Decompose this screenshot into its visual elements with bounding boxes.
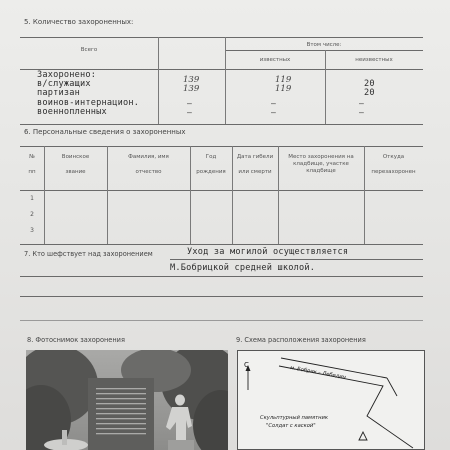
section6-title: 6. Персональные сведения о захороненных [24,128,186,136]
total-partisans: 139 [183,84,200,94]
section8-title: 8. Фотоснимок захоронения [27,336,125,344]
known-prisoners: – [271,108,276,117]
memorial-photo [26,350,228,450]
col-rank-header: Воинское звание [61,154,90,175]
monument-label-1: Скульптурный памятник [260,415,329,421]
table6-bottom-rule [20,244,423,245]
row-label-internationalists: воинов-интернацион. [37,98,140,108]
table6-top-rule [20,146,423,147]
monument-label-2: "Солдат с каской" [266,423,316,429]
row-number-2: 2 [30,211,34,218]
col-including-header: Втом числе: [306,42,342,48]
section7-rule-2 [20,276,423,277]
section5-title: 5. Количество захороненных: [24,18,134,26]
north-label: С [244,361,249,369]
col-name-header: Фамилия, имя отчество [128,154,169,175]
col-birth-year-header: Год рождения [196,154,226,175]
row-label-partisans: партизан [37,88,80,98]
total-prisoners: – [187,108,192,117]
section7-rule-3 [20,296,423,297]
unknown-internationalists: – [359,99,364,108]
row-label-buried: Захоронено: [37,70,97,80]
location-scheme-map [237,350,425,450]
table5-subheader-rule [225,50,423,51]
guardianship-line-1: Уход за могилой осуществляется [187,247,349,257]
col-reburied-from-header: Откуда перезахоронен [371,154,416,175]
row-label-prisoners: военнопленных [37,107,107,117]
row-label-servicemen: в/служащих [37,79,91,89]
row-number-1: 1 [30,195,34,202]
total-servicemen: 139 [183,75,200,85]
table5-bottom-rule [20,124,423,125]
separator-rule [20,320,423,321]
section7-rule-1 [170,259,423,260]
table5-top-rule [20,37,423,38]
road-label: м. Бобрик – Лебедин [289,365,347,381]
col-unknown-header: неизвестных [355,57,393,63]
total-internationalists: – [187,99,192,108]
unknown-prisoners: – [359,108,364,117]
col-known-header: известных [259,57,291,63]
known-partisans: 119 [275,84,292,94]
known-internationalists: – [271,99,276,108]
col-burial-place-header: Место захоронения на кладбище, участке кладбище [288,154,354,174]
unknown-servicemen: 20 [364,79,375,89]
row-number-3: 3 [30,227,34,234]
table5-col-divider-2 [225,37,226,124]
section9-title: 9. Схема расположения захоронения [236,336,366,344]
guardianship-line-2: М.Бобрицкой средней школой. [170,263,316,273]
col-death-date-header: Дата гибели или смерти [236,154,274,175]
table5-col-divider-1 [158,37,159,124]
col-total-header: Всего [80,47,98,53]
col-no-header: № пп [28,154,36,175]
section7-label: 7. Кто шефствует над захоронением [24,250,153,258]
table6-header-bottom-rule [20,190,423,191]
unknown-partisans: 20 [364,88,375,98]
known-servicemen: 119 [275,75,292,85]
